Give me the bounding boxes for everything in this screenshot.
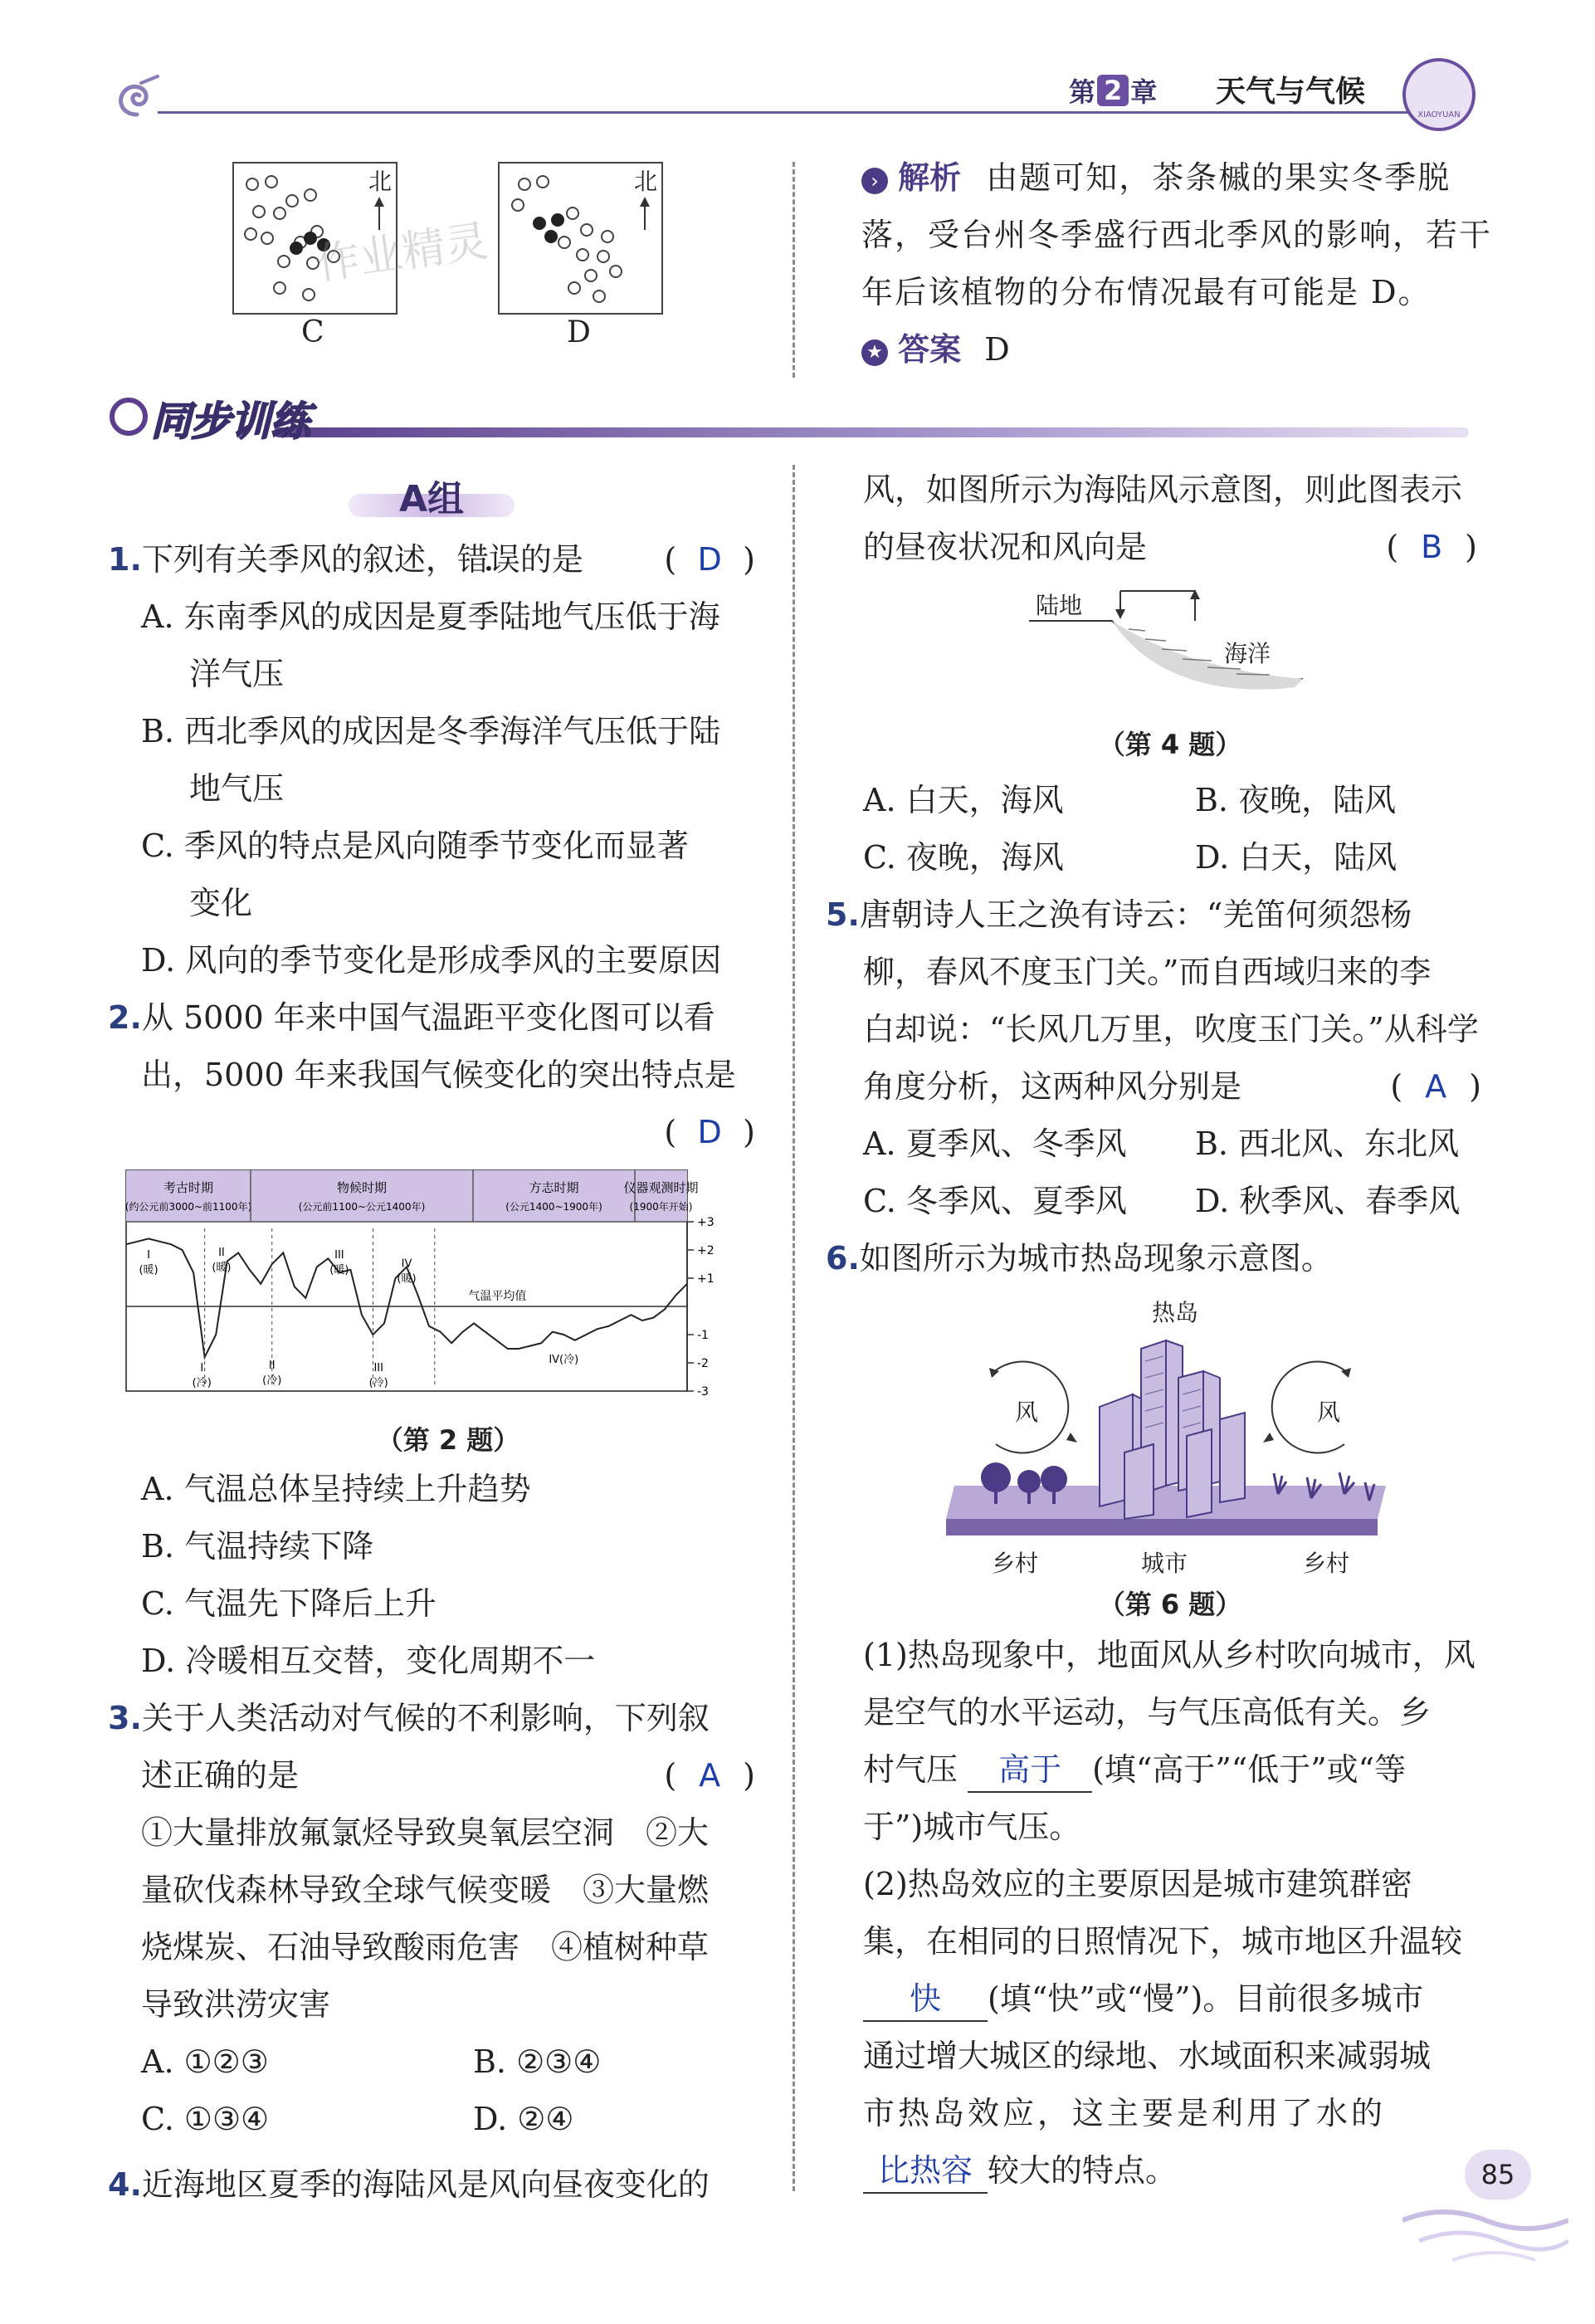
q2-line-1: 2.从 5000 年来中国气温距平变化图可以看 [108, 999, 715, 1036]
page-number: 85 [1480, 2159, 1515, 2190]
q4-option-a[interactable]: A. 白天，海风 [863, 782, 1064, 818]
chart-y-tick-label: +3 [697, 1216, 715, 1229]
q3-statement-3: 烧煤炭、石油导致酸雨危害 ④植树种草 [141, 1929, 710, 1965]
q1-emphasis: 错误 [456, 541, 520, 578]
q5-answer-paren: ( A ) [1390, 1058, 1481, 1116]
q2-line-2: 出，5000 年来我国气候变化的突出特点是 [141, 1057, 736, 1093]
chart-period-name: 方志时期 [529, 1180, 579, 1195]
section-title: 同步训练 [151, 398, 311, 445]
chart-y-tick-label: -1 [697, 1329, 709, 1342]
sea-label: 海洋 [1224, 640, 1271, 667]
q6-p2-line-6: 比热容 较大的特点。 [863, 2142, 1481, 2200]
q4-line-1: 4.近海地区夏季的海陆风是风向昼夜变化的 [108, 2166, 710, 2203]
q6-p2-line-3: 快 (填“快”或“慢”)。目前很多城市 [863, 1970, 1481, 2028]
q2-chart-svg [124, 1169, 772, 1401]
chart-warm-label: (暖) [397, 1272, 417, 1286]
banner-bar [274, 427, 1469, 437]
watermark: 作业精灵 [313, 216, 491, 290]
q4-answer: B [1421, 529, 1443, 565]
q6-p1-line-2: 是空气的水平运动，与气压高低有关。乡 [863, 1694, 1432, 1731]
answer-value: D [984, 331, 1010, 368]
chart-warm-label: I [147, 1249, 150, 1262]
q5-option-a[interactable]: A. 夏季风、冬季风 [863, 1125, 1127, 1162]
q4-options [863, 772, 1477, 886]
q1-option-d[interactable]: D. 风向的季节变化是形成季风的主要原因 [141, 942, 722, 979]
wind-label-left: 风 [1015, 1399, 1039, 1426]
q5-line-2: 柳，春风不度玉门关。”而自西域归来的李 [863, 954, 1432, 990]
header-rule [158, 111, 1419, 114]
q6-parts [863, 1627, 1481, 2200]
q5-option-d[interactable]: D. 秋季风、春季风 [1195, 1183, 1461, 1219]
q3-answer-paren: ( A ) [664, 1747, 755, 1804]
q4-line-2: 风，如图所示为海陆风示意图，则此图表示 [863, 471, 1463, 508]
city-label: 城市 [1141, 1550, 1188, 1577]
chart-warm-label: IV [401, 1257, 412, 1271]
top-column-divider [793, 162, 795, 378]
q1-option-c-cont: 变化 [189, 885, 253, 921]
q2-options [141, 1461, 755, 1690]
analysis-arrow-icon: › [861, 168, 888, 194]
analysis-line-1: › 解析 由题可知，茶条槭的果实冬季脱 [861, 149, 1492, 207]
q6-p1-line-4: 于”)城市气压。 [863, 1809, 1081, 1845]
q4-caption: （第 4 题） [1098, 729, 1242, 760]
q3-line-1: 3.关于人类活动对气候的不利影响，下列叙 [108, 1700, 710, 1736]
q3-option-d[interactable]: D. ②④ [473, 2101, 574, 2137]
q1-option-a-cont: 洋气压 [189, 656, 285, 692]
group-label-wrap [349, 469, 515, 527]
wind-label-right: 风 [1317, 1399, 1341, 1426]
analysis-line-2: 落，受台州冬季盛行西北季风的影响，若干 [861, 217, 1493, 253]
chart-warm-label: (暖) [329, 1264, 349, 1277]
q6-p2-line-2: 集，在相同的日照情况下，城市地区升温较 [863, 1923, 1463, 1960]
q6-diagram [946, 1295, 1394, 1577]
q1-option-b-cont: 地气压 [189, 770, 285, 807]
chart-cold-label: II [268, 1359, 276, 1372]
header-seal [1402, 58, 1475, 131]
q6-p2-answer-2[interactable]: 比热容 [863, 2149, 988, 2194]
q6-p2-line-4: 通过增大城区的绿地、水域面积来减弱城 [863, 2038, 1432, 2074]
q4-answer-paren: ( B ) [1386, 519, 1477, 576]
q6-p1-line-3: 村气压 高于 (填“高于”“低于”或“等 [863, 1741, 1481, 1799]
village-label-left: 乡村 [992, 1550, 1039, 1577]
q6-caption: （第 6 题） [1098, 1589, 1242, 1620]
q5-line-1: 5.唐朝诗人王之涣有诗云：“羌笛何须怨杨 [826, 896, 1412, 933]
q6-p2-answer-1[interactable]: 快 [863, 1977, 988, 2022]
q6-p2-line-5: 市热岛效应，这主要是利用了水的 [863, 2095, 1387, 2131]
q3-option-a[interactable]: A. ①②③ [141, 2043, 269, 2080]
q6-p2-line-1: (2)热岛效应的主要原因是城市建筑群密 [863, 1866, 1412, 1902]
q5-line-4: 角度分析，这两种风分别是 ( A ) [863, 1058, 1481, 1116]
heat-island-label: 热岛 [1152, 1299, 1199, 1326]
chart-y-tick-label: +1 [697, 1272, 715, 1286]
chart-period-name: 考古时期 [163, 1180, 214, 1195]
footer-wave-decoration [1402, 2204, 1568, 2270]
q2-option-d[interactable]: D. 冷暖相互交替，变化周期不一 [141, 1643, 596, 1679]
q4-line-3: 的昼夜状况和风向是 ( B ) [863, 519, 1477, 576]
q1-option-b[interactable]: B. 西北季风的成因是冬季海洋气压低于陆 [141, 713, 721, 749]
chart-y-tick-label: +2 [697, 1244, 715, 1257]
q5-line-3: 白却说：“长风几万里，吹度玉门关。”从科学 [863, 1011, 1479, 1047]
chapter-title: 天气与气候 [1216, 75, 1366, 109]
chart-period-range: (1900年开始) [629, 1201, 693, 1213]
heat-island-svg [946, 1295, 1394, 1577]
chart-average-label: 气温平均值 [468, 1290, 527, 1303]
chart-period-range: (约公元前3000~前1100年) [124, 1201, 252, 1213]
question-5 [826, 886, 1481, 1230]
q2-chart [124, 1169, 772, 1401]
land-label: 陆地 [1036, 592, 1083, 619]
chart-period-range: (公元1400~1900年) [505, 1201, 602, 1213]
chart-cold-label: (冷) [368, 1377, 388, 1390]
chart-cold-label: (冷) [262, 1374, 282, 1387]
q2-option-a[interactable]: A. 气温总体呈持续上升趋势 [141, 1471, 531, 1507]
chart-warm-label: (暖) [139, 1264, 159, 1277]
chart-cold-label: IV(冷) [549, 1354, 579, 1366]
q3-statement-4: 导致洪涝灾害 [141, 1986, 331, 2023]
q5-option-c[interactable]: C. 冬季风、夏季风 [863, 1183, 1127, 1219]
question-3 [108, 1690, 755, 2148]
q1-stem: 1.下列有关季风的叙述，错误的是 ( D ) [108, 531, 755, 588]
q1-answer-paren: ( D ) [664, 531, 755, 588]
chart-y-tick-label: -3 [697, 1385, 709, 1399]
answer-star-icon: ★ [861, 339, 888, 366]
question-4-start [108, 2156, 763, 2214]
q3-statement-2: 量砍伐森林导致全球气候变暖 ③大量燃 [141, 1872, 710, 1908]
q4-option-c[interactable]: C. 夜晚，海风 [863, 839, 1064, 876]
analysis-label: 解析 [898, 159, 962, 196]
q3-answer: A [699, 1757, 721, 1794]
chart-warm-label: II [218, 1246, 225, 1259]
diagram-d-label: D [567, 315, 591, 349]
q1-option-a[interactable]: A. 东南季风的成因是夏季陆地气压低于海 [141, 598, 720, 635]
q1-option-c[interactable]: C. 季风的特点是风向随季节变化而显著 [141, 828, 689, 864]
chart-period-name: 仪器观测时期 [623, 1180, 699, 1195]
header [0, 0, 1595, 141]
page-number-badge [1465, 2150, 1531, 2200]
q3-option-b[interactable]: B. ②③④ [473, 2043, 602, 2080]
chart-header-band [126, 1170, 687, 1222]
pencil-icon [108, 396, 149, 437]
main-column-divider [793, 465, 795, 2191]
north-label-c: 北 [368, 168, 393, 195]
q1-answer: D [697, 541, 722, 578]
answer-line [861, 321, 1492, 378]
chart-period-range: (公元前1100~公元1400年) [298, 1201, 426, 1213]
q6-p1-answer[interactable]: 高于 [968, 1748, 1092, 1793]
diagram-c-label: C [301, 315, 324, 349]
q2-option-c[interactable]: C. 气温先下降后上升 [141, 1585, 437, 1622]
q2-option-b[interactable]: B. 气温持续下降 [141, 1528, 374, 1565]
q3-statement-1: ①大量排放氟氯烃导致臭氧层空洞 ②大 [141, 1814, 710, 1851]
chart-cold-label: (冷) [192, 1377, 212, 1390]
swirl-logo-icon [108, 73, 166, 123]
village-label-right: 乡村 [1303, 1550, 1350, 1577]
q5-option-b[interactable]: B. 西北风、东北风 [1195, 1125, 1460, 1162]
question-4-cont [863, 461, 1477, 576]
chart-warm-label: (暖) [212, 1261, 232, 1274]
chart-y-tick-label: -2 [697, 1357, 709, 1370]
analysis-line-3: 年后该植物的分布情况最有可能是 D。 [861, 274, 1432, 310]
question-1 [108, 531, 755, 989]
q2-answer-paren: ( D ) [108, 1104, 755, 1161]
q3-option-c[interactable]: C. ①③④ [141, 2101, 270, 2137]
diagram-d [498, 162, 663, 315]
answer-label: 答案 [898, 331, 962, 368]
analysis-block [861, 149, 1492, 378]
q2-caption: （第 2 题） [376, 1424, 520, 1456]
chart-cold-label: III [373, 1362, 383, 1375]
q4-option-d[interactable]: D. 白天，陆风 [1195, 839, 1397, 876]
q6-p1-line-1: (1)热岛现象中，地面风从乡村吹向城市，风 [863, 1637, 1475, 1673]
chapter-label: 第 2 章 [1069, 75, 1158, 108]
section-banner [108, 386, 1469, 444]
chart-period-name: 物候时期 [336, 1180, 388, 1195]
q4-option-b[interactable]: B. 夜晚，陆风 [1195, 782, 1397, 818]
q4-diagram [1021, 581, 1319, 706]
question-6-stem: 6.如图所示为城市热岛现象示意图。 [826, 1240, 1333, 1277]
chapter-number-box: 2 [1097, 75, 1129, 106]
q3-line-2: 述正确的是 ( A ) [108, 1747, 755, 1804]
question-2 [108, 989, 755, 1161]
chart-warm-label: III [334, 1249, 344, 1262]
q2-answer: D [697, 1114, 722, 1150]
seal-text: XIAOYUAN [1417, 110, 1461, 120]
group-label: A组 [398, 478, 465, 520]
q5-answer: A [1425, 1068, 1447, 1105]
chart-cold-label: I [200, 1362, 204, 1375]
north-label-d: 北 [634, 168, 658, 195]
